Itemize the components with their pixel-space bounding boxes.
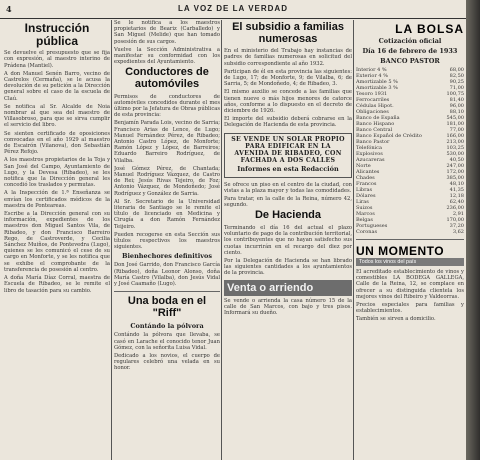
paragraph: Se notifica al Sr. Alcalde de Noia nombrar al que sea del maestro de Villasobroso, para que se sirva cumplir el servicio del libro. (4, 103, 110, 129)
bolsa-name: Amortizable 5 % (356, 79, 398, 85)
page-header (0, 4, 466, 19)
paragraph: José Gómez Pérez, de Chantada; Manuel Rodríguez Vázquez, de Castro de Rei; Jesús Rivas Tejeiro, de Foz; Antonio Vázquez, de Mondoñedo; José Rodríguez y González de Sarria. (114, 165, 220, 197)
momento-subhead: Todos los vinos del país (356, 258, 464, 266)
col2-intro (114, 20, 220, 65)
bolsa-name: Ferrocarriles (356, 97, 390, 103)
bolsa-value: 96,00 (449, 103, 464, 109)
masthead: LA VOZ DE LA VERDAD (178, 4, 288, 13)
col2-middle (114, 199, 220, 251)
paragraph: El importe del subsidio deberá cobrarse en la Delegación de Hacienda de esta provincia. (224, 116, 352, 129)
paragraph: Precios especiales para familias y establecimientos. (356, 302, 464, 315)
bienhechores-subhead: Bienhechores definitivos (121, 252, 213, 261)
bolsa-name: Alicantes (356, 169, 380, 175)
bolsa-name: Amortizable 3 % (356, 85, 398, 91)
bolsa-headline: LA BOLSA (395, 22, 464, 36)
bolsa-value: 103,25 (446, 145, 464, 151)
hacienda-body (224, 225, 352, 277)
bolsa-value: 166,00 (446, 133, 464, 139)
momento-body (356, 269, 464, 323)
paragraph: Se le notifica a los maestros propietarios de Beariz (Carballedo) y San Miguel (Melide) que han tomado posesión de sus cargos. (114, 20, 220, 45)
paragraph: A la Inspección de 1.ª Enseñanza se envían los certificados médicos de la maestra de Ponteareas. (4, 190, 110, 209)
bolsa-name: Azucareras (356, 157, 385, 163)
paragraph: Benjamín Parada Lois, vecino de Sarria; Francisco Arias de Lence, de Lugo; Manuel Fernández Pérez, de Ribadeo; Antonio Castro López, de Monforte; Ramón López y López, de Barreiros; Eduardo Barreiro Rodríguez, de Vilalba. (114, 120, 220, 164)
page-number: 4 (6, 4, 12, 14)
bolsa-row (356, 229, 464, 235)
paragraph: Participan de él en esta provincia las siguientes: de Lugo, 17; de Monforte, 9; de Vilalba, 6; de Sarria, 5; de Mondoñedo, 4; de Ribadeo, 3. (224, 68, 352, 88)
paragraph: El acreditado establecimiento de vinos y comestibles LA BODEGA GALLEGA, Calle de la Reina, 12, se complace en ofrecer a su distinguida clientela los mejores vinos del Ribeiro y Valdeorras. (356, 269, 464, 300)
bolsa-name: Telefónica (356, 145, 382, 151)
bolsa-value: 170,00 (446, 217, 464, 223)
paragraph: Se sienten certificado de oposiciones convocadas en el año 1929 al maestro de Escairón (Vilanova), don Sebastián Pérez Refojo. (4, 130, 110, 156)
subsidio-body (224, 48, 352, 128)
bolsa-name: Banco Central (356, 127, 393, 133)
advert-box (224, 133, 352, 178)
bolsa-name: Explosivos (356, 151, 383, 157)
bienhechores-body (114, 262, 220, 287)
bolsa-value: 62,40 (449, 199, 464, 205)
bolsa-value: 236,00 (446, 205, 464, 211)
bolsa-table (356, 67, 464, 235)
bolsa-name: Norte (356, 163, 371, 169)
column-two (114, 20, 220, 460)
bolsa-name: Suizos (356, 205, 373, 211)
bolsa-value: 37,20 (449, 223, 464, 229)
bolsa-value: 2,91 (452, 211, 464, 217)
bolsa-value: 48,10 (449, 181, 464, 187)
paragraph: A doña María Díaz Corral, maestra de Escuela de Ribadeo, se le remite el libro de tasación para su cambio. (4, 275, 110, 294)
bolsa-name: Francos (356, 181, 377, 187)
paragraph: Permisos de conductores de automóviles concedidos durante el mes último por la Jefatura de Obras públicas de esta provincia: (114, 93, 220, 119)
bolsa-name: Dólares (356, 193, 376, 199)
divider (114, 291, 220, 292)
paragraph: Don José Garrido, don Francisco García (Ribadeo), doña Leonor Alonso, doña María Castro (Vilalba), don Jesús Vidal y José Caamaño (Lugo). (114, 262, 220, 287)
bolsa-value: 100,75 (446, 91, 464, 97)
bolsa-value: 88,10 (449, 109, 464, 115)
col3-middle (224, 182, 352, 209)
column-instruccion (4, 20, 110, 460)
column-rule (221, 20, 222, 460)
bolsa-value: 71,00 (449, 85, 464, 91)
paragraph: Por la Delegación de Hacienda se han librado las siguientes cantidades a los ayuntamientos de la provincia. (224, 257, 352, 277)
bolsa-value: 40,50 (449, 157, 464, 163)
bolsa-name: Coronas (356, 229, 378, 235)
column-four (356, 20, 464, 460)
bolsa-name: Liras (356, 199, 369, 205)
instruccion-headline: Instrucción pública (24, 21, 90, 48)
paragraph: Escribe a la Dirección general con su información, expedientes de los maestros don Miguel Santos Vila, de Ribadeo, y don Francisco Barreiro Rego, de Castroverde, y Cecilia Sánchez Muiños, de Pontevedra (Lugo), quienes se les comunicó el cese de su cargo en Monforte, y se les notifica que se exhibe el comprobante de la transferencia de posesión al centro. (4, 211, 110, 273)
bolsa-value: 213,00 (446, 139, 464, 145)
bolsa-name: Banco Hispano (356, 121, 395, 127)
paragraph: Vuelve la Sección Administrativa a manifestar su conformidad con los expedientes del Ayuntamiento. (114, 46, 220, 66)
paragraph: Se devuelve el presupuesto que se fija con expresión, al maestro interino de Prádena (Mantiel). (4, 50, 110, 69)
column-three (224, 20, 352, 460)
bolsa-value: 247,00 (446, 163, 464, 169)
paragraph: A los maestros propietarios de la Toja y San José del Campo, Ayuntamiento de Lugo, y la Devesa (Ribadeo), se les notifica que la Dirección general les concedió los traslados y permutas. (4, 157, 110, 189)
bolsa-name: Banco de España (356, 115, 400, 121)
momento-headline: UN MOMENTO (356, 244, 445, 258)
bolsa-value: 545,00 (446, 115, 464, 121)
column-rule (353, 20, 354, 460)
advert-subtext: Informes en esta Redacción (237, 164, 339, 173)
paragraph: El mismo auxilio se concede a las familias que tienen nueve o más hijos menores de catorce años, conforme a lo dispuesto en el decreto de diciembre de 1926. (224, 89, 352, 114)
boda-body (114, 332, 220, 371)
paragraph: También se sirven a domicilio. (356, 316, 436, 323)
bolsa-value: 12,18 (449, 193, 464, 199)
paragraph: Al Sr. Secretario de la Universidad literaria de Santiago se le remite el título de licenciado en Medicina y Cirugía a don Ramón Fernández Teijeiro. (114, 198, 220, 230)
bolsa-value: 181,00 (446, 121, 464, 127)
bolsa-name: Chades (356, 175, 375, 181)
bolsa-name: Interior 4 % (356, 67, 387, 73)
bolsa-value: 77,00 (449, 127, 464, 133)
bolsa-value: 68,00 (449, 67, 464, 73)
bolsa-name: Libras (356, 187, 373, 193)
subsidio-headline: El subsidio a familias numerosas (232, 21, 344, 45)
paragraph: Se ofrece un piso en el centro de la ciudad, con vistas a la plaza mayor y todas las comodidades. (224, 181, 352, 194)
advert-text: SE VENDE UN SOLAR PROPIO PARA EDIFICAR EN LA AVENIDA DE RIBADEO, CON FACHADA A DOS CALLES (231, 135, 345, 164)
column-rule (111, 20, 112, 460)
paragraph: Terminando el día 16 del actual el plazo voluntario de pago de la contribución territorial, los contribuyentes que no hayan satisfecho sus cuotas incurrirán en el recargo del diez por ciento. (224, 224, 352, 256)
bolsa-value: 41,35 (449, 187, 464, 193)
bolsa-value: 172,00 (446, 169, 464, 175)
bolsa-name: Marcos (356, 211, 375, 217)
bolsa-value: 530,00 (446, 151, 464, 157)
bolsa-name: Belgas (356, 217, 373, 223)
bolsa-name: Portugueses (356, 223, 388, 229)
page-edge-shadow (466, 0, 480, 460)
hacienda-headline: De Hacienda (254, 209, 322, 222)
paragraph: En el ministerio del Trabajo hay instancias de padres de familias numerosas en solicitud del subsidio correspondiente al año 1932. (224, 48, 352, 67)
bolsa-value: 90,25 (449, 79, 464, 85)
bolsa-name: Banco Pastor (356, 139, 390, 145)
paragraph: Pueden recogerse en esta Sección sus títulos respectivos los maestros siguientes. (114, 231, 220, 251)
bolsa-name: Cédulas Hipot. (356, 103, 394, 109)
boda-headline: Una boda en el "Riff" (127, 295, 207, 319)
bolsa-source: BANCO PASTOR (380, 57, 440, 65)
bolsa-name: Obligaciones (356, 109, 389, 115)
bolsa-value: 81,40 (449, 97, 464, 103)
paragraph: Para tratar, en la calle de la Reina, número 42, segundo. (224, 195, 352, 209)
conductores-body (114, 94, 220, 197)
bolsa-value: 385,00 (446, 175, 464, 181)
bolsa-name: Exterior 4 % (356, 73, 388, 79)
bolsa-value: 3,62 (452, 229, 464, 235)
paragraph: Dedicado a los novios, el cuerpo de regulares celebró una velada en su honor. (114, 352, 220, 372)
venta-headline: Venta o arriendo (224, 280, 352, 296)
divider (356, 239, 464, 240)
paragraph: Contándo la pólvora que llevaba, se casó en Larache el conocido tenor Juan Gómez, con la señorita Luisa Vidal. (114, 332, 220, 351)
bolsa-subhead: Cotización oficial (378, 37, 442, 45)
bolsa-date: Día 16 de febrero de 1933 (362, 47, 458, 55)
bolsa-name: Tesoro 1931 (356, 91, 388, 97)
bolsa-name: Banco Español de Crédito (356, 133, 422, 139)
paragraph: A don Manuel Senén Barro, vecino de Castrelos (Cermaña), se le acusa la devolución de su petición a la Dirección general sobre el caso de la escuela de Claú. (4, 70, 110, 102)
paragraph: Se vende o arrienda la casa número 15 de la calle de San Marcos, con bajo y tres pisos. Informará su dueño. (224, 297, 352, 316)
instruccion-body (4, 50, 110, 294)
conductores-headline: Conductores de automóviles (125, 66, 209, 90)
boda-subhead: Contándo la pólvora (130, 322, 204, 331)
venta-body (224, 298, 352, 317)
bolsa-value: 82,50 (449, 73, 464, 79)
